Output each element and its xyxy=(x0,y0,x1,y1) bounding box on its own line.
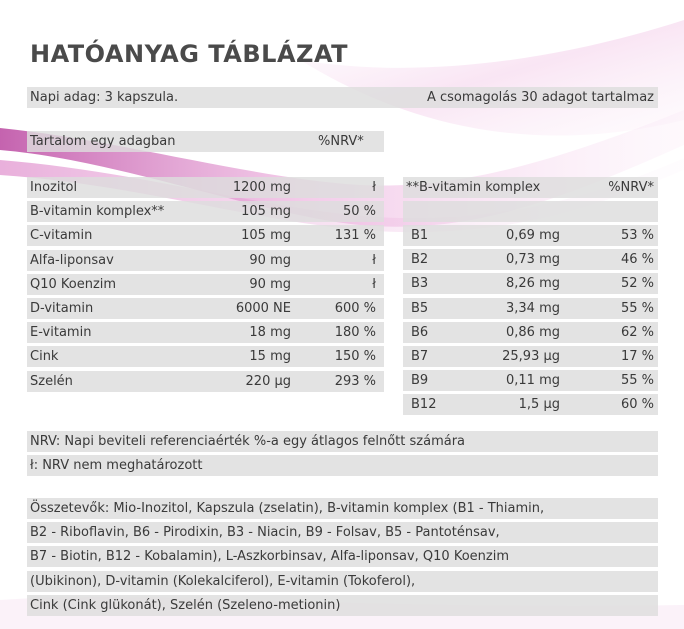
ingredients-text: Összetevők: Mio-Inozitol, Kapszula (zselatin), B-vitamin komplex (B1 - Thiamin, xyxy=(30,501,545,516)
vitamin-nrv: 53 % xyxy=(620,228,654,243)
nrv-note-text: NRV: Napi beviteli referenciaérték %-a egy átlagos felnőtt számára xyxy=(30,434,466,449)
vitamin-amount: 25,93 µg xyxy=(502,349,560,364)
ingredient-nrv: 293 % xyxy=(334,373,376,389)
content-header-row xyxy=(27,131,384,152)
ingredients-text: (Ubikinon), D-vitamin (Kolekalciferol), E-vitamin (Tokoferol), xyxy=(30,573,416,589)
table-row xyxy=(27,274,384,295)
vitamin-name: B2 xyxy=(411,252,429,268)
ingredients-line xyxy=(27,595,658,616)
table-row xyxy=(27,346,384,367)
vitamin-name: B5 xyxy=(411,300,429,316)
ingredient-amount: 220 µg xyxy=(245,373,291,389)
dose-header-row xyxy=(27,87,658,108)
ingredient-amount: 105 mg xyxy=(241,204,291,220)
b-complex-header-nrv: %NRV* xyxy=(608,180,654,195)
ingredients-line xyxy=(27,522,658,543)
vitamin-name: B6 xyxy=(411,324,429,340)
content-header-nrv: %NRV* xyxy=(318,134,364,149)
ingredient-name: D-vitamin xyxy=(30,301,94,316)
ingredient-nrv: 150 % xyxy=(334,349,376,365)
vitamin-nrv: 60 % xyxy=(620,397,654,413)
vitamin-amount: 0,11 mg xyxy=(506,373,560,389)
ingredient-nrv: 600 % xyxy=(334,301,376,316)
table-row xyxy=(27,298,384,319)
ingredients-text: B2 - Riboflavin, B6 - Pirodixin, B3 - Niacin, B9 - Folsav, B5 - Pantoténsav, xyxy=(30,525,500,541)
vitamin-name: B9 xyxy=(411,373,429,389)
vitamin-nrv: 17 % xyxy=(620,349,654,364)
ingredient-amount: 6000 NE xyxy=(235,301,291,316)
vitamin-nrv: 62 % xyxy=(620,324,654,340)
ingredient-amount: 90 mg xyxy=(249,252,291,268)
page-title: HATÓANYAG TÁBLÁZAT xyxy=(30,40,349,68)
table-row xyxy=(403,346,658,367)
vitamin-amount: 1,5 µg xyxy=(518,397,560,413)
vitamin-name: B12 xyxy=(411,397,437,413)
table-row xyxy=(403,273,658,294)
vitamin-name: B1 xyxy=(411,228,429,243)
table-row xyxy=(27,177,384,198)
ingredient-nrv: 50 % xyxy=(342,204,376,220)
package-info-text: A csomagolás 30 adagot tartalmaz xyxy=(426,90,654,105)
ingredient-nrv: ł xyxy=(372,252,376,268)
ingredient-name: E-vitamin xyxy=(30,325,92,341)
ingredient-amount: 15 mg xyxy=(249,349,291,365)
table-row xyxy=(27,225,384,246)
ingredient-amount: 18 mg xyxy=(249,325,291,341)
vitamin-amount: 0,73 mg xyxy=(506,252,560,268)
vitamin-nrv: 52 % xyxy=(620,276,654,292)
b-complex-header-label: **B-vitamin komplex xyxy=(406,180,541,195)
ingredient-name: Szelén xyxy=(30,373,73,389)
ingredient-name: Alfa-liponsav xyxy=(30,252,114,268)
ingredients-line xyxy=(27,498,658,519)
table-row xyxy=(403,370,658,391)
table-row xyxy=(27,322,384,343)
vitamin-nrv: 46 % xyxy=(620,252,654,268)
table-row xyxy=(403,249,658,270)
ingredients-line xyxy=(27,571,658,592)
table-row xyxy=(27,250,384,271)
ingredient-nrv: 180 % xyxy=(334,325,376,341)
table-row xyxy=(27,201,384,222)
ingredient-amount: 105 mg xyxy=(241,228,291,244)
table-row xyxy=(403,298,658,319)
ingredient-amount: 1200 mg xyxy=(232,180,291,195)
ingredient-nrv: 131 % xyxy=(334,228,376,244)
undefined-note-text: ł: NRV nem meghatározott xyxy=(30,458,203,473)
ingredient-name: Q10 Koenzim xyxy=(30,276,117,292)
ingredients-line xyxy=(27,546,658,567)
ingredient-nrv: ł xyxy=(372,180,376,195)
ingredient-name: Cink xyxy=(30,349,59,365)
vitamin-amount: 8,26 mg xyxy=(506,276,560,292)
ingredients-text: Cink (Cink glükonát), Szelén (Szeleno-metionin) xyxy=(30,597,341,613)
content-header-label: Tartalom egy adagban xyxy=(30,134,176,149)
table-row xyxy=(403,394,658,415)
vitamin-name: B7 xyxy=(411,349,429,364)
ingredient-nrv: ł xyxy=(372,276,376,292)
vitamin-amount: 0,69 mg xyxy=(506,228,560,243)
nrv-note-row xyxy=(27,431,658,452)
vitamin-nrv: 55 % xyxy=(620,300,654,316)
table-row xyxy=(403,225,658,246)
table-row xyxy=(403,322,658,343)
ingredient-name: Inozitol xyxy=(30,180,78,195)
ingredient-amount: 90 mg xyxy=(249,276,291,292)
ingredient-name: C-vitamin xyxy=(30,228,93,244)
ingredients-text: B7 - Biotin, B12 - Kobalamin), L-Aszkorbinsav, Alfa-liponsav, Q10 Koenzim xyxy=(30,549,509,565)
ingredient-name: B-vitamin komplex** xyxy=(30,204,165,220)
vitamin-amount: 0,86 mg xyxy=(506,324,560,340)
vitamin-amount: 3,34 mg xyxy=(506,300,560,316)
b-complex-header-row xyxy=(403,177,658,198)
table-row xyxy=(27,371,384,392)
vitamin-name: B3 xyxy=(411,276,429,292)
daily-dose-text: Napi adag: 3 kapszula. xyxy=(30,90,179,105)
vitamin-nrv: 55 % xyxy=(620,373,654,389)
undefined-note-row xyxy=(27,455,658,476)
b-complex-spacer-row xyxy=(403,201,658,222)
